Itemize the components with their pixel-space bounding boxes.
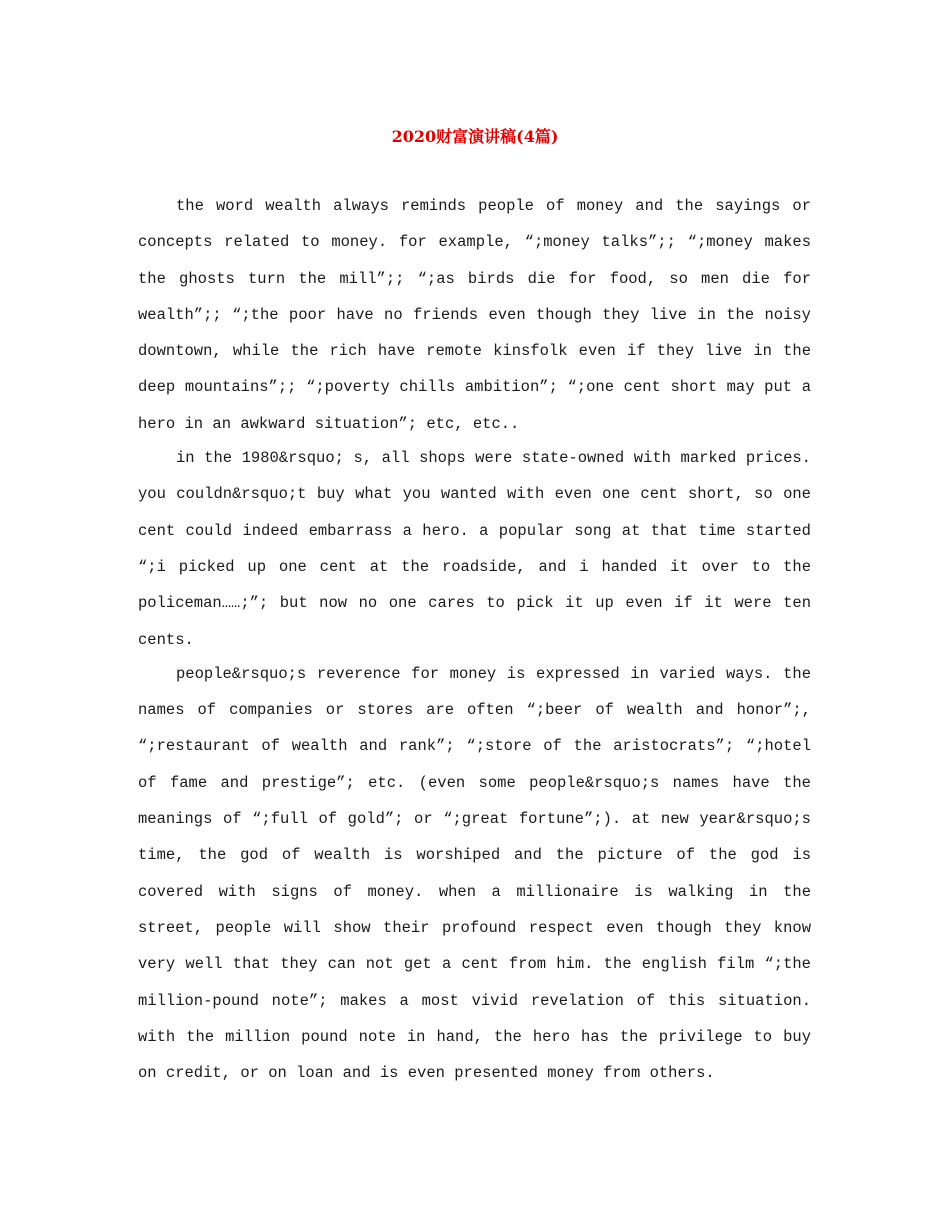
document-body (138, 188, 811, 1091)
paragraph-1: the word wealth always reminds people of money and the sayings or concepts related to money. for example, “;money talks”;; “;money makes the ghosts turn the mill”;; “;as birds die for food, so men die for wealth”;; “;the poor have no friends even though they live in the noisy downtown, while the rich have remote kinsfolk even if they live in the deep mountains”;; “;poverty chills ambition”; “;one cent short may put a hero in an awkward situation”; etc, etc.. (138, 197, 811, 433)
document-title: 2020财富演讲稿(4篇) (391, 127, 559, 146)
paragraph-2: in the 1980&rsquo; s, all shops were state-owned with marked prices. you couldn&rsquo;t buy what you wanted with even one cent short, so one cent could indeed embarrass a hero. a popular song at that time started “;i picked up one cent at the roadside, and i handed it over to the policeman……;”; but now no one cares to pick it up even if it were ten cents. (138, 449, 811, 649)
paragraph-3: people&rsquo;s reverence for money is expressed in varied ways. the names of companies or stores are often “;beer of wealth and honor”;, “;restaurant of wealth and rank”; “;store of the aristocrats”; “;hotel of fame and prestige”; etc. (even some people&rsquo;s names have the meanings of “;full of gold”; or “;great fortune”;). at new year&rsquo;s time, the god of wealth is worshiped and the picture of the god is covered with signs of money. when a millionaire is walking in the street, people will show their profound respect even though they know very well that they can not get a cent from him. the english film “;the million-pound note”; makes a most vivid revelation of this situation. with the million pound note in hand, the hero has the privilege to buy on credit, or on loan and is even presented money from others. (138, 664, 811, 1083)
